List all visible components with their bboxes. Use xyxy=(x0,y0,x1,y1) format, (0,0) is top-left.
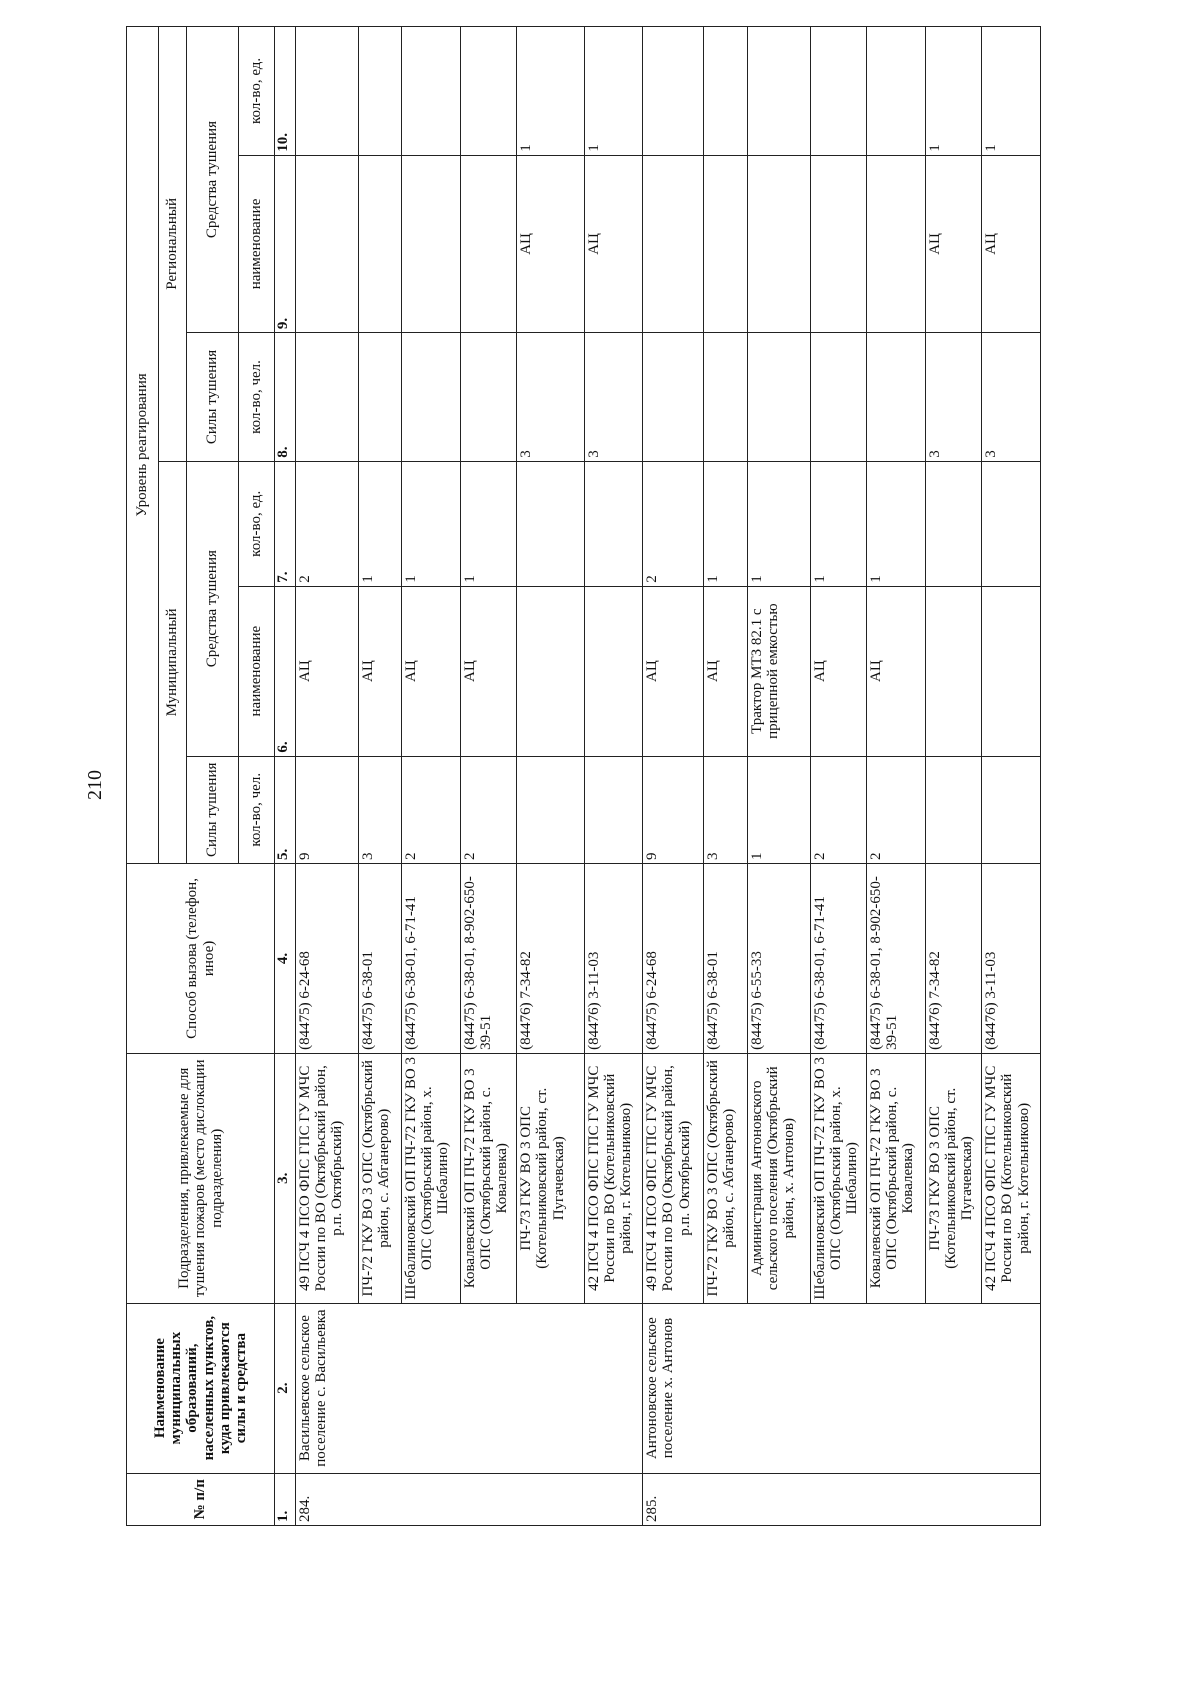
municipal-means-qty-cell: 2 xyxy=(643,461,704,586)
municipality-cell: Васильевское сельское поселение с. Васильевка xyxy=(295,1303,643,1473)
call-method-cell: (84475) 6-38-01 xyxy=(704,864,747,1054)
table-row xyxy=(517,27,584,1526)
regional-forces-qty-cell: 3 xyxy=(517,333,584,462)
regional-means-name-cell xyxy=(358,155,401,332)
municipal-means-qty-cell: 2 xyxy=(295,461,358,586)
municipal-forces-qty-cell: 2 xyxy=(460,756,516,863)
column-number: 7. xyxy=(275,461,296,586)
unit-cell: 49 ПСЧ 4 ПСО ФПС ГПС ГУ МЧС России по ВО (Октябрьский район, р.п. Октябрьский) xyxy=(643,1053,704,1303)
regional-means-qty-cell: 1 xyxy=(982,27,1041,156)
column-number: 4. xyxy=(275,864,296,1054)
header-municipal: Муниципальный xyxy=(159,461,187,863)
call-method-cell: (84476) 7-34-82 xyxy=(517,864,584,1054)
unit-cell: Ковалевский ОП ПЧ-72 ГКУ ВО 3 ОПС (Октябрьский район, с. Ковалевка) xyxy=(460,1053,516,1303)
fire-response-table xyxy=(126,26,1041,1526)
regional-forces-qty-cell xyxy=(704,333,747,462)
table-row xyxy=(295,27,358,1526)
regional-forces-qty-cell xyxy=(460,333,516,462)
unit-cell: 49 ПСЧ 4 ПСО ФПС ГПС ГУ МЧС России по ВО (Октябрьский район, р.п. Октябрьский) xyxy=(295,1053,358,1303)
column-number: 2. xyxy=(275,1303,296,1473)
regional-means-name-cell xyxy=(643,155,704,332)
header-municipal-forces: Силы тушения xyxy=(187,756,239,863)
header-qty-people-regional: кол-во, чел. xyxy=(239,333,275,462)
unit-cell: Ковалевский ОП ПЧ-72 ГКУ ВО 3 ОПС (Октябрьский район, с. Ковалевка) xyxy=(867,1053,926,1303)
call-method-cell: (84475) 6-24-68 xyxy=(643,864,704,1054)
header-qty-people-municipal: кол-во, чел. xyxy=(239,756,275,863)
municipal-means-name-cell: АЦ xyxy=(643,586,704,756)
municipal-means-qty-cell: 1 xyxy=(402,461,461,586)
regional-forces-qty-cell xyxy=(402,333,461,462)
regional-means-name-cell xyxy=(867,155,926,332)
table-row xyxy=(704,27,747,1526)
municipality-cell: Антоновское сельское поселение х. Антонов xyxy=(643,1303,1041,1473)
regional-forces-qty-cell xyxy=(295,333,358,462)
column-number: 1. xyxy=(275,1473,296,1525)
row-number-cell: 284. xyxy=(295,1473,643,1525)
municipal-means-qty-cell: 1 xyxy=(867,461,926,586)
regional-means-qty-cell xyxy=(643,27,704,156)
regional-means-qty-cell xyxy=(704,27,747,156)
call-method-cell: (84475) 6-38-01 xyxy=(358,864,401,1054)
header-name-regional: наименование xyxy=(239,155,275,332)
municipal-means-qty-cell xyxy=(517,461,584,586)
regional-forces-qty-cell xyxy=(747,333,810,462)
regional-means-name-cell: АЦ xyxy=(517,155,584,332)
table-row xyxy=(402,27,461,1526)
regional-means-qty-cell: 1 xyxy=(584,27,643,156)
municipal-means-qty-cell xyxy=(925,461,981,586)
municipal-means-name-cell: АЦ xyxy=(402,586,461,756)
regional-means-name-cell xyxy=(747,155,810,332)
header-municipality: Наименование муниципальных образований, населенных пунктов, куда привлекаются силы и средства xyxy=(127,1303,275,1473)
table-row xyxy=(810,27,866,1526)
municipal-means-qty-cell: 1 xyxy=(810,461,866,586)
municipal-means-name-cell xyxy=(584,586,643,756)
header-municipal-means: Средства тушения xyxy=(187,461,239,756)
table-row xyxy=(358,27,401,1526)
table-row xyxy=(643,27,704,1526)
municipal-means-qty-cell: 1 xyxy=(460,461,516,586)
regional-means-name-cell: АЦ xyxy=(925,155,981,332)
municipal-means-name-cell: АЦ xyxy=(460,586,516,756)
unit-cell: 42 ПСЧ 4 ПСО ФПС ГПС ГУ МЧС России по ВО (Котельниковский район, г. Котельниково) xyxy=(982,1053,1041,1303)
regional-means-qty-cell xyxy=(402,27,461,156)
table-row xyxy=(925,27,981,1526)
header-regional-means: Средства тушения xyxy=(187,27,239,333)
call-method-cell: (84475) 6-24-68 xyxy=(295,864,358,1054)
regional-forces-qty-cell: 3 xyxy=(925,333,981,462)
municipal-means-qty-cell: 1 xyxy=(704,461,747,586)
call-method-cell: (84476) 3-11-03 xyxy=(982,864,1041,1054)
regional-forces-qty-cell xyxy=(643,333,704,462)
regional-means-qty-cell xyxy=(358,27,401,156)
municipal-forces-qty-cell xyxy=(517,756,584,863)
municipal-forces-qty-cell: 1 xyxy=(747,756,810,863)
municipal-forces-qty-cell: 2 xyxy=(867,756,926,863)
table-row xyxy=(460,27,516,1526)
table-row xyxy=(867,27,926,1526)
table-row xyxy=(982,27,1041,1526)
unit-cell: Шебалиновский ОП ПЧ-72 ГКУ ВО 3 ОПС (Октябрьский район, х. Шебалино) xyxy=(810,1053,866,1303)
column-numbers-row xyxy=(275,27,296,1526)
regional-means-qty-cell xyxy=(460,27,516,156)
column-number: 9. xyxy=(275,155,296,332)
regional-means-qty-cell xyxy=(295,27,358,156)
municipal-means-name-cell: АЦ xyxy=(295,586,358,756)
municipal-forces-qty-cell: 3 xyxy=(704,756,747,863)
header-qty-units-regional: кол-во, ед. xyxy=(239,27,275,156)
regional-means-name-cell xyxy=(295,155,358,332)
header-num: № п/п xyxy=(127,1473,275,1525)
call-method-cell: (84475) 6-55-33 xyxy=(747,864,810,1054)
municipal-means-name-cell xyxy=(925,586,981,756)
header-regional: Региональный xyxy=(159,27,187,462)
header-name-municipal: наименование xyxy=(239,586,275,756)
municipal-forces-qty-cell: 9 xyxy=(643,756,704,863)
regional-means-name-cell: АЦ xyxy=(982,155,1041,332)
call-method-cell: (84475) 6-38-01, 8-902-650-39-51 xyxy=(867,864,926,1054)
municipal-means-qty-cell: 1 xyxy=(747,461,810,586)
regional-means-qty-cell: 1 xyxy=(925,27,981,156)
municipal-forces-qty-cell: 2 xyxy=(810,756,866,863)
call-method-cell: (84475) 6-38-01, 6-71-41 xyxy=(810,864,866,1054)
municipal-means-name-cell: АЦ xyxy=(704,586,747,756)
column-number: 10. xyxy=(275,27,296,156)
rotated-table-container xyxy=(126,26,1041,1526)
municipal-means-name-cell xyxy=(982,586,1041,756)
unit-cell: ПЧ-72 ГКУ ВО 3 ОПС (Октябрьский район, с. Абганерово) xyxy=(704,1053,747,1303)
municipal-means-qty-cell: 1 xyxy=(358,461,401,586)
municipal-means-qty-cell xyxy=(982,461,1041,586)
table-row xyxy=(584,27,643,1526)
municipal-means-qty-cell xyxy=(584,461,643,586)
municipal-forces-qty-cell: 3 xyxy=(358,756,401,863)
regional-forces-qty-cell: 3 xyxy=(584,333,643,462)
unit-cell: ПЧ-72 ГКУ ВО 3 ОПС (Октябрьский район, с. Абганерово) xyxy=(358,1053,401,1303)
unit-cell: Администрация Антоновского сельского поселения (Октябрьский район, х. Антонов) xyxy=(747,1053,810,1303)
regional-forces-qty-cell xyxy=(867,333,926,462)
regional-means-name-cell xyxy=(402,155,461,332)
municipal-means-name-cell: АЦ xyxy=(810,586,866,756)
call-method-cell: (84476) 3-11-03 xyxy=(584,864,643,1054)
regional-means-qty-cell xyxy=(747,27,810,156)
table-body xyxy=(295,27,1040,1526)
regional-forces-qty-cell xyxy=(358,333,401,462)
page-number: 210 xyxy=(84,770,106,800)
municipal-forces-qty-cell: 9 xyxy=(295,756,358,863)
municipal-forces-qty-cell xyxy=(584,756,643,863)
municipal-means-name-cell: АЦ xyxy=(358,586,401,756)
column-number: 8. xyxy=(275,333,296,462)
table-row xyxy=(747,27,810,1526)
row-number-cell: 285. xyxy=(643,1473,1041,1525)
call-method-cell: (84475) 6-38-01, 6-71-41 xyxy=(402,864,461,1054)
header-regional-forces: Силы тушения xyxy=(187,333,239,462)
regional-means-name-cell xyxy=(810,155,866,332)
column-number: 3. xyxy=(275,1053,296,1303)
regional-forces-qty-cell xyxy=(810,333,866,462)
header-call-method: Способ вызова (телефон, иное) xyxy=(127,864,275,1054)
regional-means-qty-cell: 1 xyxy=(517,27,584,156)
call-method-cell: (84476) 7-34-82 xyxy=(925,864,981,1054)
regional-means-qty-cell xyxy=(867,27,926,156)
municipal-means-name-cell: Трактор МТЗ 82.1 с прицепной емкостью xyxy=(747,586,810,756)
call-method-cell: (84475) 6-38-01, 8-902-650-39-51 xyxy=(460,864,516,1054)
municipal-means-name-cell: АЦ xyxy=(867,586,926,756)
column-number: 5. xyxy=(275,756,296,863)
regional-means-name-cell xyxy=(704,155,747,332)
unit-cell: ПЧ-73 ГКУ ВО 3 ОПС (Котельниковский район, ст. Пугачевская) xyxy=(517,1053,584,1303)
regional-forces-qty-cell: 3 xyxy=(982,333,1041,462)
header-qty-units-municipal: кол-во, ед. xyxy=(239,461,275,586)
column-number: 6. xyxy=(275,586,296,756)
municipal-means-name-cell xyxy=(517,586,584,756)
unit-cell: Шебалиновский ОП ПЧ-72 ГКУ ВО 3 ОПС (Октябрьский район, х. Шебалино) xyxy=(402,1053,461,1303)
municipal-forces-qty-cell xyxy=(925,756,981,863)
regional-means-name-cell: АЦ xyxy=(584,155,643,332)
unit-cell: ПЧ-73 ГКУ ВО 3 ОПС (Котельниковский район, ст. Пугачевская) xyxy=(925,1053,981,1303)
unit-cell: 42 ПСЧ 4 ПСО ФПС ГПС ГУ МЧС России по ВО (Котельниковский район, г. Котельниково) xyxy=(584,1053,643,1303)
municipal-forces-qty-cell: 2 xyxy=(402,756,461,863)
header-response-level: Уровень реагирования xyxy=(127,27,159,864)
regional-means-name-cell xyxy=(460,155,516,332)
regional-means-qty-cell xyxy=(810,27,866,156)
municipal-forces-qty-cell xyxy=(982,756,1041,863)
header-units: Подразделения, привлекаемые для тушения пожаров (место дислокации подразделения) xyxy=(127,1053,275,1303)
